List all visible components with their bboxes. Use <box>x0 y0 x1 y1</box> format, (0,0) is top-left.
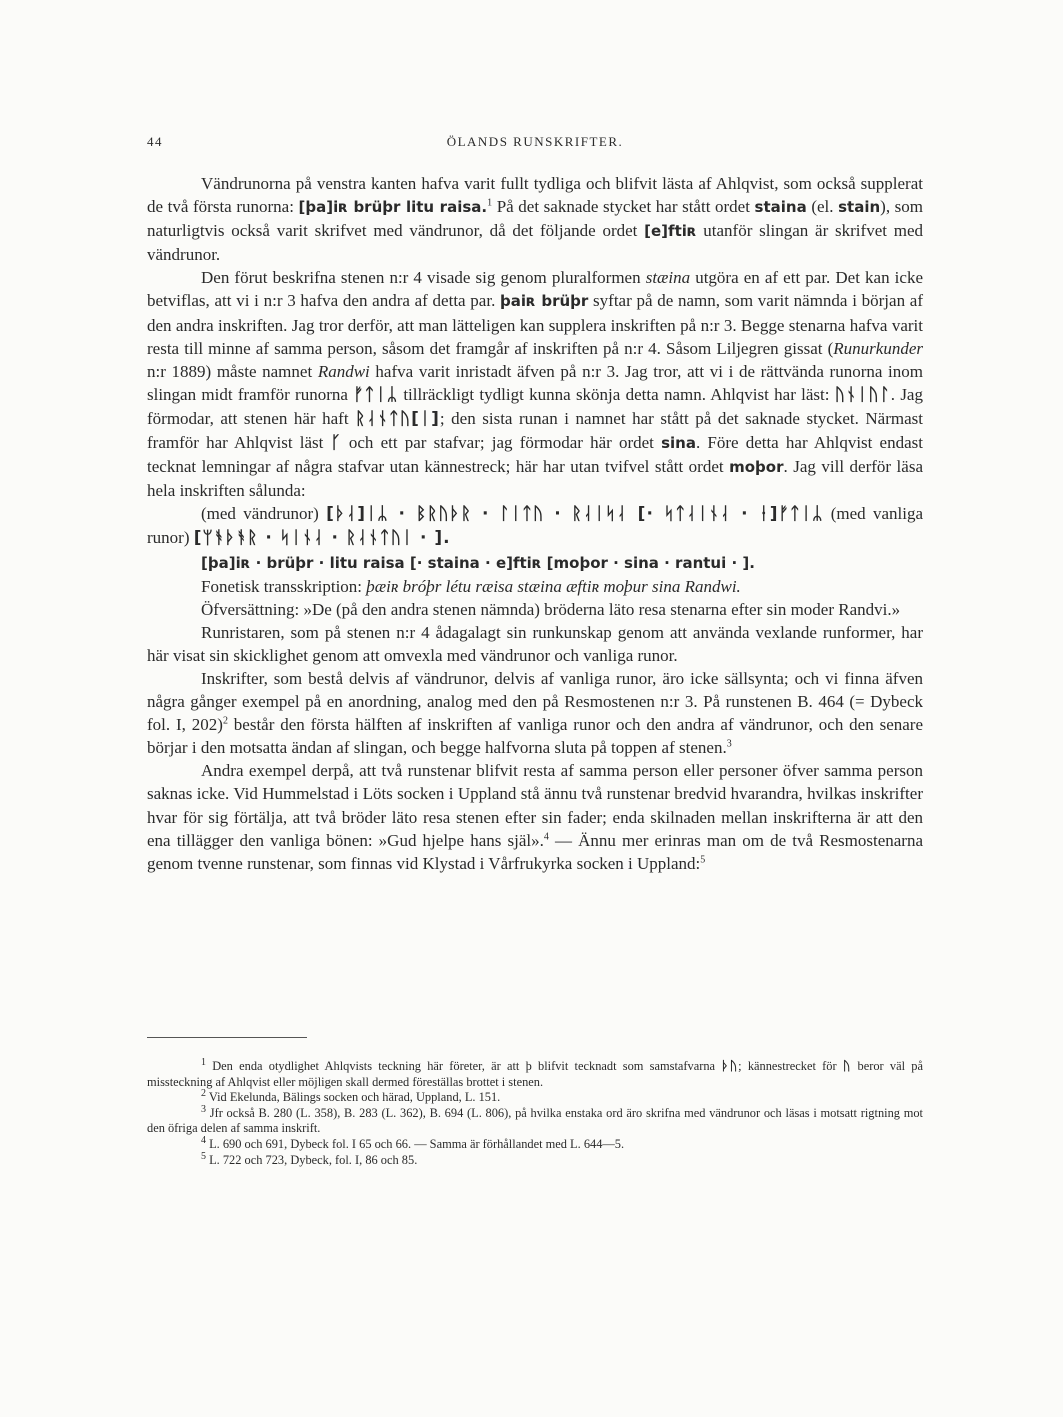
running-title: ÖLANDS RUNSKRIFTER. <box>446 134 624 149</box>
footnote-2 <box>147 1090 923 1106</box>
footnote-ref: 2 <box>222 715 228 727</box>
rune-transliteration: stain <box>838 198 881 217</box>
text: — Ännu mer erinras man om de två Resmostenarna genom tvenne runstenar, som finnas vid Klystad i Vårfrukyrka socken i Uppland: <box>147 830 924 873</box>
rune-transliteration: staina <box>754 198 807 217</box>
text: Vändrunorna på venstra kanten hafva varit fullt tydliga och blifvit lästa af Ahlqvist, som också supplerat de två första runorna: <box>147 174 923 217</box>
rune-glyphs: ᚱᛆᚾᛏᚢ[ᛁ] <box>355 408 440 429</box>
text: n:r 1889) måste namnet <box>147 361 318 381</box>
footnote-5 <box>147 1150 923 1169</box>
footnote-ref: 3 <box>726 738 732 750</box>
text: Inskrifter, som bestå delvis af vändrunor, delvis af vanliga runor, äro icke sällsynta; och vi finna äfven några gånger exempel på en anordning, analog med den på Resmostenen n:r 3. På runstenen B. 464 (= Dybeck fol. I, 202) <box>147 668 923 735</box>
inscription-runes <box>147 502 923 550</box>
footnote-number: 4 <box>201 1134 206 1146</box>
rune-glyphs: ᚢᚾᛁᚢᛚ <box>834 384 891 405</box>
text: (el. <box>806 197 839 217</box>
paragraph-4 <box>147 667 923 759</box>
footnote-ref: 4 <box>543 830 549 842</box>
text: ; kännestrecket för <box>738 1059 843 1073</box>
text: L. 722 och 723, Dybeck, fol. I, 86 och 85. <box>206 1152 418 1167</box>
text: ; den sista runan i namnet har stått på det saknade stycket. Närmast framför har Ahlqvist läst <box>147 408 923 453</box>
text: På det saknade stycket har stått ordet <box>492 197 755 217</box>
text: . Jag förmodar, att stenen här haft <box>147 384 923 428</box>
footnotes <box>147 1058 923 1168</box>
rune-transliteration: moþor <box>729 458 784 477</box>
text: beror väl på missteckning af Ahlqvist eller möjligen skall dermed föreställas brottet i stenen. <box>147 1059 923 1089</box>
footnote-number: 5 <box>201 1150 206 1162</box>
text: utanför slingan är skrifvet med vändrunor. <box>147 221 924 265</box>
footnote-number: 3 <box>201 1103 206 1115</box>
inscription-transliteration <box>147 551 923 575</box>
rune-transliteration: sina <box>661 434 696 453</box>
rune-transliteration: [e]ftiʀ <box>644 222 697 241</box>
text: Andra exempel derpå, att två runstenar blifvit resta af samma person eller personer öfver samma person saknas icke. Vid Hummelstad i Löts socken i Uppland stå ännu två runstenar bredvid hvarandra, hvilkas inskrifter hvar för sig förtälja, att två bröder läto resa stenen efter sin fader; enda skilnaden mellan inskrifterna är att den ena tillägger den vanliga bönen: »Gud hjelpe hans själ». <box>147 761 923 850</box>
text: Jfr också B. 280 (L. 358), B. 283 (L. 362), B. 694 (L. 806), på hvilka enstaka ord äro skrifna med vändrunor och läsas i motsatt rigtning mot den öfriga delen af samma inskrift. <box>147 1105 923 1136</box>
text: utgöra en af ett par. Det kan icke betviflas, att vi i n:r 3 hafva den andra af detta par. <box>147 268 923 311</box>
label: Fonetisk transskription: <box>201 576 367 596</box>
paragraph-1 <box>147 172 923 266</box>
footnote-divider <box>147 1037 307 1038</box>
text: och ett par stafvar; jag förmodar här ordet <box>341 433 662 453</box>
text: syftar på de namn, som varit nämnda i början af den andra inskriften. Jag tror derför, att man lätteligen kan supplera inskriften på n:r 3. Begge stenarna hafva varit resta till minne af samma person, såsom det framgår af inskriften på n:r 4. Såsom Liljegren gissat ( <box>147 291 923 358</box>
text: Vid Ekelunda, Bälings socken och härad, Uppland, L. 151. <box>206 1090 501 1105</box>
text: ), som naturligtvis också varit skrifvet med vändrunor, då det följande ordet <box>147 197 924 241</box>
rune-transliteration: þaiʀ brüþr <box>500 292 589 311</box>
footnote-1 <box>147 1058 923 1090</box>
footnote-number: 2 <box>201 1088 206 1100</box>
text: L. 690 och 691, Dybeck fol. I 65 och 66. — Samma är förhållandet med L. 644—5. <box>206 1136 625 1151</box>
phonetic-transcription <box>147 575 923 598</box>
footnote-4 <box>147 1134 923 1153</box>
text: består den första hälften af inskriften af vanliga runor och den andra af vändrunor, och den senare börjar i den motsatta ändan af slingan, och begge halfvorna sluta på toppen af stenen. <box>147 715 923 758</box>
text: »De (på den andra stenen nämnda) bröderna läto resa stenarna efter sin moder Randvi.» <box>303 599 901 619</box>
rune-glyphs: ᚠᛏᛁᛦ <box>353 384 399 405</box>
text: Den enda otydlighet Ahlqvists teckning här företer, är att þ blifvit tecknadt som samstafvarna <box>206 1059 722 1073</box>
rune-glyphs: ᚦᚢ <box>721 1058 739 1073</box>
paragraph-2 <box>147 266 923 502</box>
footnote-ref: 5 <box>700 854 706 866</box>
rune-glyphs: ᚢ <box>842 1058 852 1073</box>
translation <box>147 598 923 621</box>
italic-word: stæina <box>645 268 691 288</box>
page-number: 44 <box>147 134 163 149</box>
rune-glyphs: ᚴ <box>330 433 342 454</box>
text: . Före detta har Ahlqvist endast tecknat lemningar af några stafvar utan kännestreck; här har utan tvifvel stått ordet <box>147 433 923 477</box>
footnote-3 <box>147 1103 923 1137</box>
text: tillräckligt tydligt kunna skönja detta namn. Ahlqvist har läst: <box>398 384 835 404</box>
paragraph-5 <box>147 759 923 874</box>
footnote-number: 1 <box>201 1056 206 1068</box>
italic-text: þæiʀ bróþr létu ræisa stæina æftiʀ moþur sina Randwi. <box>366 576 741 596</box>
text: Den förut beskrifna stenen n:r 4 visade sig genom pluralformen <box>201 268 646 288</box>
text: (med vändrunor) <box>201 504 327 524</box>
rune-glyphs: [ᚦᛆ]ᛁᛦ · ᛒᚱᚢᚦᚱ · ᛚᛁᛏᚢ · ᚱᛆᛁᛋᛆ [· ᛋᛏᛆᛁᚾᛆ · ᛂ]ᚠᛏᛁᛦ <box>326 504 824 525</box>
label: Öfversättning: <box>201 599 304 619</box>
italic-word: Runurkunder <box>833 338 923 358</box>
rune-transliteration: [þa]iʀ · brüþr · litu raisa [· staina · e]ftiʀ [moþor · sina · rantui · ]. <box>201 553 755 572</box>
footnote-ref: 1 <box>487 197 493 209</box>
text: hafva varit inristadt äfven på n:r 3. Jag tror, att vi i de rättvända runorna inom slingan midt framför runorna <box>147 361 923 404</box>
italic-word: Randwi <box>317 361 370 381</box>
paragraph-3: Runristaren, som på stenen n:r 4 ådagalagt sin runkunskap genom att använda vexlande runformer, har här visat sin skicklighet genom att omvexla med vändrunor och vanliga runor. <box>147 622 923 665</box>
body-text <box>147 172 923 875</box>
rune-glyphs: [ᛘᚬᚦᚬᚱ · ᛋᛁᚾᛆ · ᚱᛆᚾᛏᚢᛁ · ]. <box>193 528 451 549</box>
text: (med vanliga runor) <box>147 504 923 548</box>
rune-transliteration: [þa]iʀ brüþr litu raisa. <box>298 198 488 217</box>
text: . Jag vill derför läsa hela inskriften sålunda: <box>147 457 923 501</box>
